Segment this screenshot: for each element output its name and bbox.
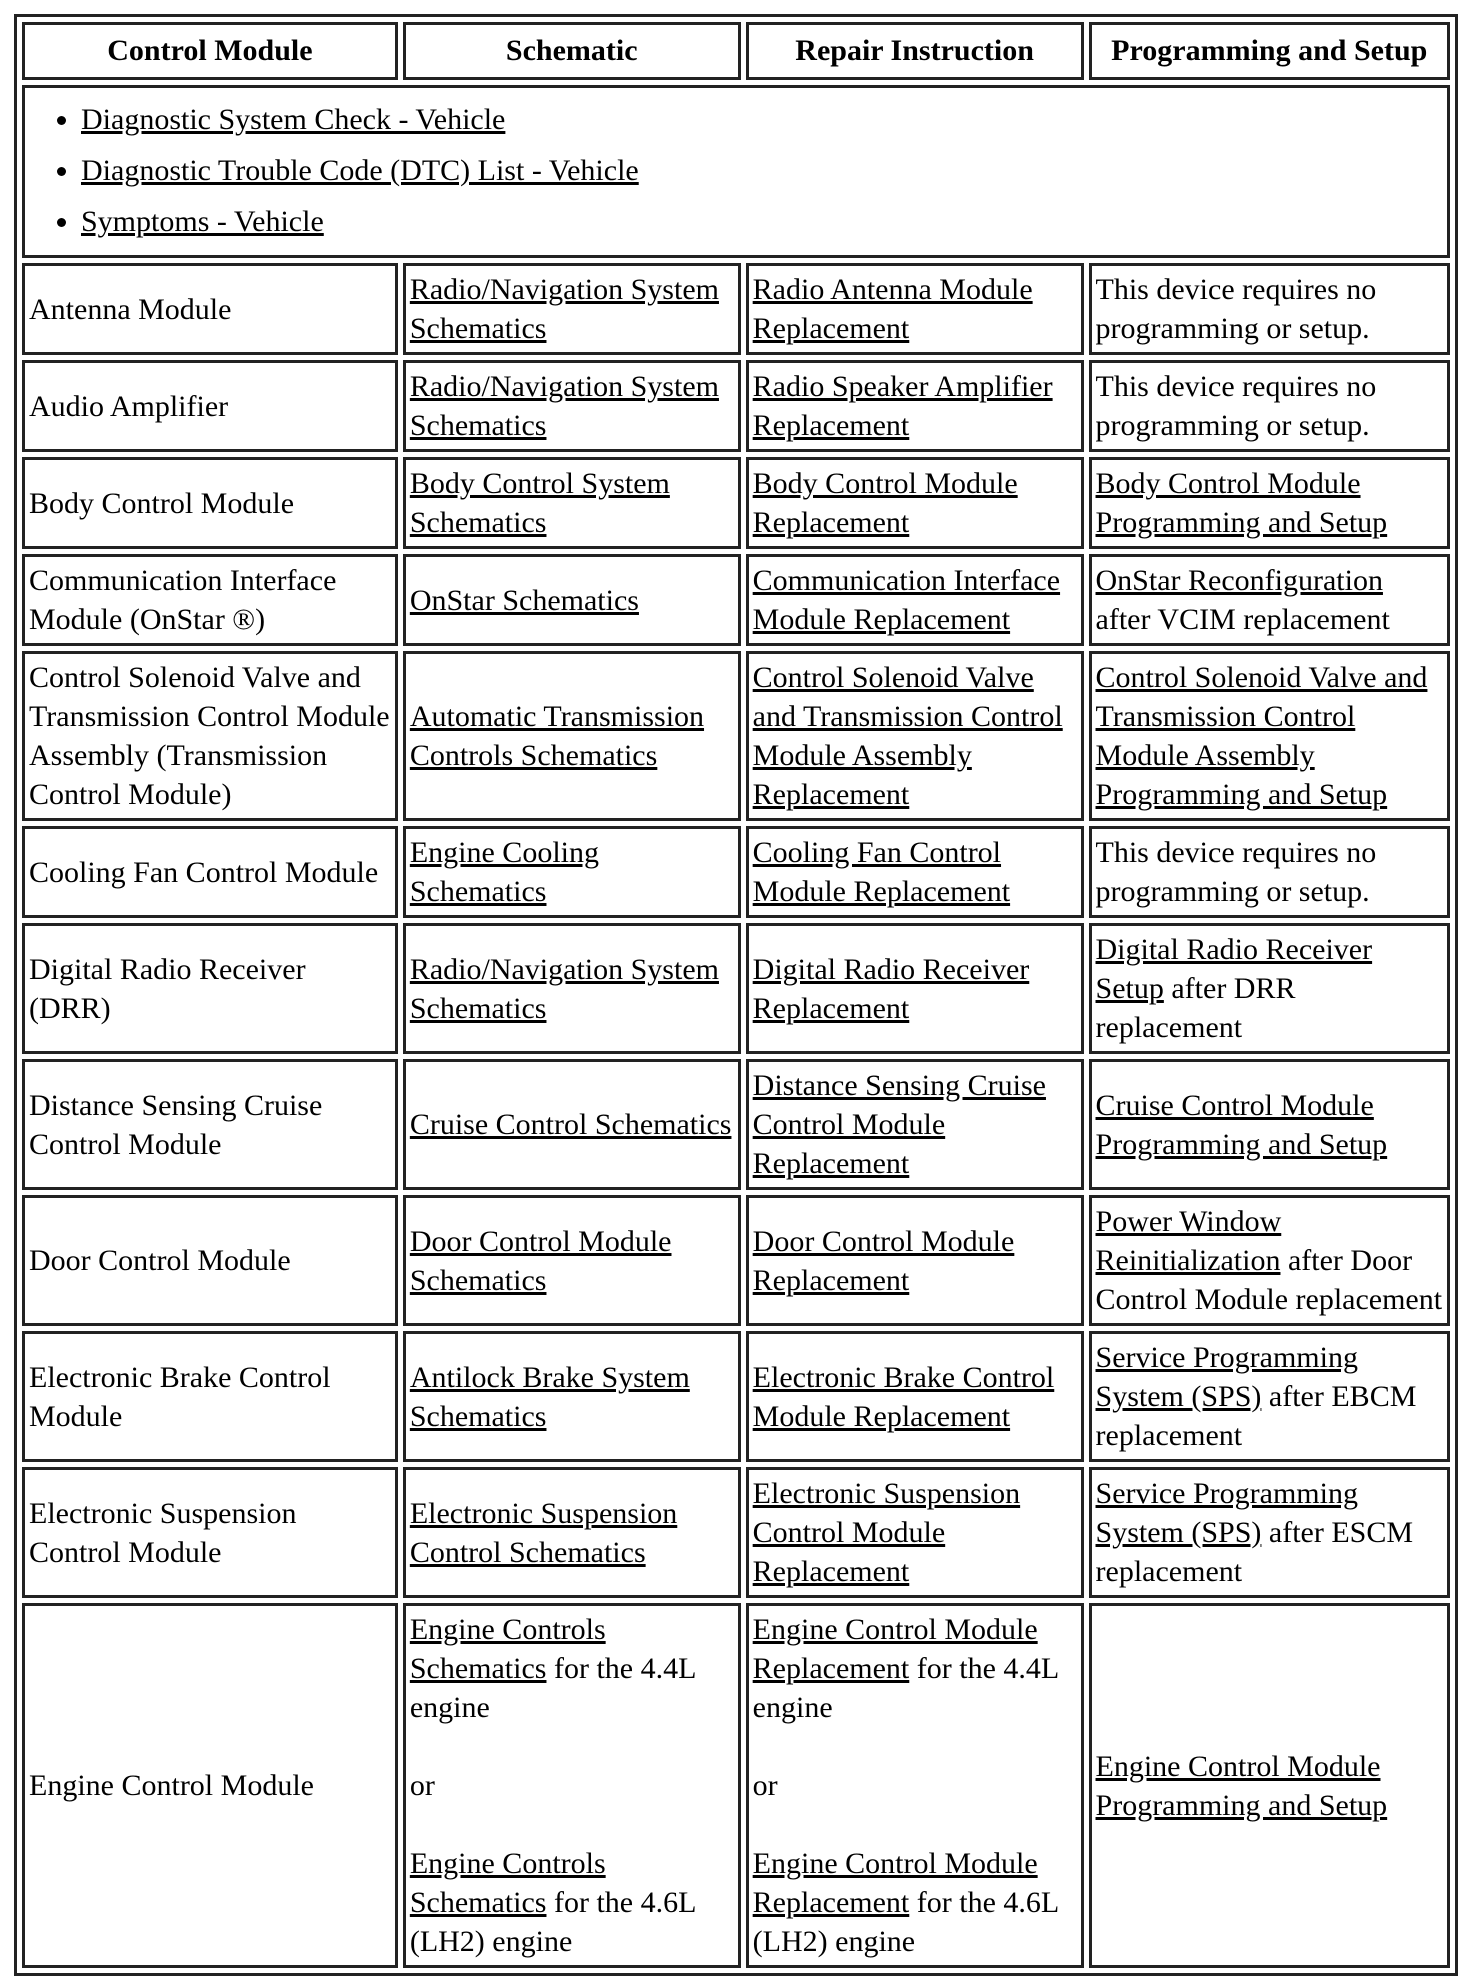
schematic-link[interactable]: Antilock Brake System Schematics [409,1360,690,1433]
programming-link[interactable]: Body Control Module Programming and Setup [1095,467,1388,539]
table-row [22,1467,1450,1598]
schematic-cell [403,457,741,549]
table-row [22,826,1450,918]
schematic-cell [403,651,741,821]
spacer [410,1805,734,1844]
programming-cell [1089,263,1450,355]
schematic-link[interactable]: Engine Controls Schematics [409,1847,606,1919]
diagnostic-system-check-link[interactable]: Diagnostic System Check - Vehicle [81,103,506,136]
header-repair-instruction: Repair Instruction [746,22,1084,80]
programming-cell [1089,1331,1450,1462]
programming-link[interactable]: Cruise Control Module Programming and Setup [1095,1088,1388,1161]
table-row [22,651,1450,821]
control-module-table [14,14,1458,1976]
repair-cell [746,263,1084,355]
programming-cell [1089,1467,1450,1598]
module-name-door-control-module: Door Control Module [22,1195,398,1326]
programming-text: after DRR replacement [1095,972,1296,1044]
programming-text: This device requires no programming or setup. [1095,273,1377,345]
repair-link[interactable]: Door Control Module Replacement [752,1224,1015,1297]
module-name-control-solenoid-valve-and-transmission-control-module-assembly-transmission-control-module: Control Solenoid Valve and Transmission Control Module Assembly (Transmission Control Module) [22,651,398,821]
table-row [22,1603,1450,1968]
schematic-text: for the 4.4L engine [409,1652,696,1724]
dtc-list-link[interactable]: Diagnostic Trouble Code (DTC) List - Vehicle [81,154,639,187]
header-row [22,22,1450,80]
header-control-module: Control Module [22,22,398,80]
table-row [22,457,1450,549]
repair-link[interactable]: Communication Interface Module Replacement [752,564,1061,636]
schematic-cell [403,1059,741,1190]
programming-cell [1089,923,1450,1054]
list-item [81,94,1443,145]
repair-link[interactable]: Electronic Brake Control Module Replacement [752,1360,1055,1433]
diagnostic-links-list [29,94,1443,247]
programming-text: after EBCM replacement [1095,1380,1417,1452]
programming-link[interactable]: Engine Control Module Programming and Setup [1095,1749,1388,1822]
diagnostic-links-row [22,85,1450,258]
module-name-audio-amplifier: Audio Amplifier [22,360,398,452]
list-item [81,196,1443,247]
schematic-link[interactable]: Engine Cooling Schematics [409,836,599,908]
programming-text: This device requires no programming or setup. [1095,370,1377,442]
diagnostic-links-cell [22,85,1450,258]
programming-text: after VCIM replacement [1095,603,1390,636]
schematic-link[interactable]: Radio/Navigation System Schematics [409,952,719,1025]
table-row [22,1059,1450,1190]
programming-cell [1089,457,1450,549]
module-name-antenna-module: Antenna Module [22,263,398,355]
programming-text: after Door Control Module replacement [1095,1244,1443,1316]
repair-text: for the 4.4L engine [752,1652,1059,1724]
schematic-link[interactable]: Body Control System Schematics [409,467,670,539]
repair-link[interactable]: Engine Control Module Replacement [752,1613,1038,1685]
programming-text: This device requires no programming or setup. [1095,836,1377,908]
schematic-cell [403,1467,741,1598]
table-row [22,554,1450,646]
repair-link[interactable]: Cooling Fan Control Module Replacement [752,836,1011,908]
schematic-cell [403,1331,741,1462]
module-name-distance-sensing-cruise-control-module: Distance Sensing Cruise Control Module [22,1059,398,1190]
schematic-cell [403,1195,741,1326]
page [14,14,1458,1976]
module-name-engine-control-module: Engine Control Module [22,1603,398,1968]
repair-cell [746,554,1084,646]
programming-link[interactable]: Digital Radio Receiver Setup [1095,933,1373,1005]
repair-cell [746,923,1084,1054]
repair-cell [746,457,1084,549]
schematic-cell [403,263,741,355]
schematic-link[interactable]: Door Control Module Schematics [409,1224,672,1297]
repair-link[interactable]: Digital Radio Receiver Replacement [752,952,1030,1025]
programming-cell [1089,651,1450,821]
schematic-link[interactable]: Electronic Suspension Control Schematics [409,1496,678,1569]
header-programming-and-setup: Programming and Setup [1089,22,1450,80]
programming-cell [1089,1195,1450,1326]
repair-cell [746,651,1084,821]
schematic-text: or [409,1769,435,1802]
module-name-digital-radio-receiver-drr: Digital Radio Receiver (DRR) [22,923,398,1054]
module-name-electronic-suspension-control-module: Electronic Suspension Control Module [22,1467,398,1598]
programming-link[interactable]: OnStar Reconfiguration [1095,564,1383,597]
programming-cell [1089,554,1450,646]
module-name-electronic-brake-control-module: Electronic Brake Control Module [22,1331,398,1462]
schematic-cell [403,826,741,918]
schematic-cell [403,1603,741,1968]
programming-cell [1089,1603,1450,1968]
schematic-link[interactable]: Radio/Navigation System Schematics [409,273,719,345]
table-row [22,1195,1450,1326]
symptoms-link[interactable]: Symptoms - Vehicle [81,205,324,238]
schematic-text: for the 4.6L (LH2) engine [409,1886,696,1958]
table-row [22,360,1450,452]
repair-link[interactable]: Radio Antenna Module Replacement [752,273,1033,345]
list-item [81,145,1443,196]
schematic-link[interactable]: Radio/Navigation System Schematics [409,370,719,442]
repair-link[interactable]: Electronic Suspension Control Module Replacement [752,1477,1021,1588]
repair-cell [746,1059,1084,1190]
programming-cell [1089,360,1450,452]
repair-cell [746,1467,1084,1598]
programming-link[interactable]: Service Programming System (SPS) [1095,1477,1358,1549]
spacer [753,1727,1077,1766]
repair-cell [746,826,1084,918]
schematic-cell [403,360,741,452]
schematic-link[interactable]: OnStar Schematics [409,583,639,617]
repair-link[interactable]: Control Solenoid Valve and Transmission Control Module Assembly Replacement [752,661,1063,811]
module-name-body-control-module: Body Control Module [22,457,398,549]
programming-link[interactable]: Power Window Reinitialization [1095,1205,1282,1277]
schematic-link[interactable]: Automatic Transmission Controls Schematics [409,700,705,772]
schematic-cell [403,923,741,1054]
spacer [410,1727,734,1766]
schematic-link[interactable]: Cruise Control Schematics [409,1108,732,1141]
repair-link[interactable]: Engine Control Module Replacement [752,1847,1038,1919]
repair-link[interactable]: Body Control Module Replacement [752,467,1018,539]
module-name-cooling-fan-control-module: Cooling Fan Control Module [22,826,398,918]
repair-text: for the 4.6L (LH2) engine [752,1886,1059,1958]
repair-cell [746,360,1084,452]
repair-cell [746,1331,1084,1462]
programming-link[interactable]: Control Solenoid Valve and Transmission Control Module Assembly Programming and Setup [1095,661,1428,811]
repair-link[interactable]: Radio Speaker Amplifier Replacement [752,370,1053,442]
module-name-communication-interface-module-onstar: Communication Interface Module (OnStar ®) [22,554,398,646]
programming-cell [1089,1059,1450,1190]
repair-text: or [752,1769,778,1802]
repair-cell [746,1195,1084,1326]
table-row [22,263,1450,355]
programming-link[interactable]: Service Programming System (SPS) [1095,1341,1358,1413]
programming-cell [1089,826,1450,918]
repair-cell [746,1603,1084,1968]
repair-link[interactable]: Distance Sensing Cruise Control Module Replacement [752,1069,1046,1180]
spacer [753,1805,1077,1844]
table-row [22,1331,1450,1462]
header-schematic: Schematic [403,22,741,80]
table-row [22,923,1450,1054]
schematic-link[interactable]: Engine Controls Schematics [409,1613,606,1685]
programming-text: after ESCM replacement [1095,1516,1414,1588]
schematic-cell [403,554,741,646]
